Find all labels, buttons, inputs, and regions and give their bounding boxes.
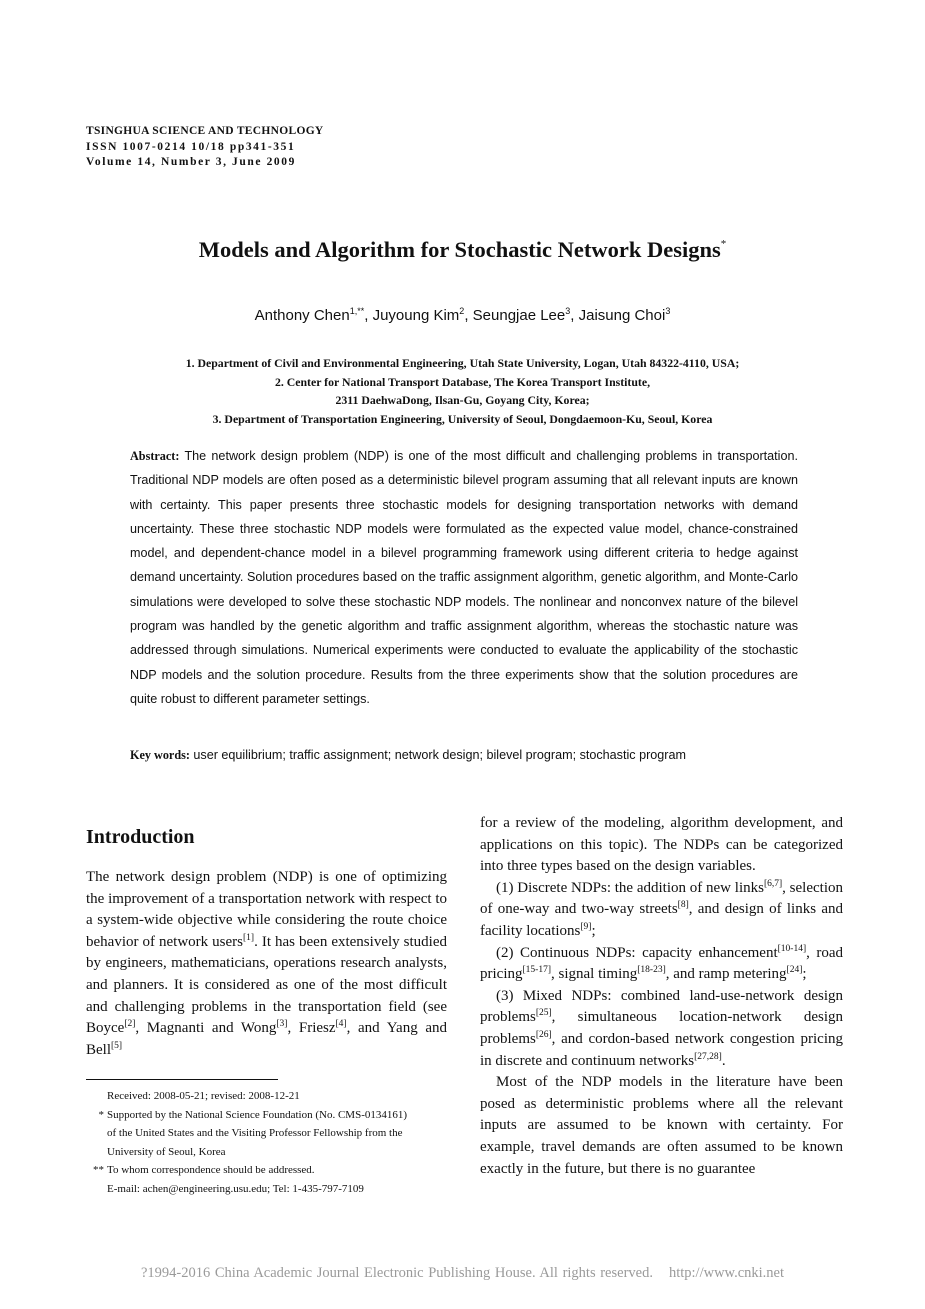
- citation: [9]: [580, 921, 592, 932]
- author-name: Juyoung Kim: [372, 307, 460, 324]
- footnote-email: E-mail: achen@engineering.usu.edu; Tel: 1-435-797-7109: [107, 1182, 364, 1195]
- author-name: Seungjae Lee: [472, 307, 566, 324]
- journal-header: [86, 124, 324, 171]
- keywords: [130, 745, 798, 765]
- left-column: [86, 822, 447, 1061]
- paragraph-text: The network design problem (NDP) is one of optimizing the improvement of a transportation network with respect to a system-wide objective while considering the route choice behavior of network users: [86, 869, 447, 950]
- citation: [26]: [535, 1029, 552, 1040]
- citation: [2]: [124, 1019, 136, 1030]
- copyright-footer: [0, 1265, 925, 1282]
- author-list: [0, 306, 925, 324]
- paper-title-text: Models and Algorithm for Stochastic Network Designs: [198, 237, 721, 262]
- author-affiliation-mark: 2: [459, 306, 465, 316]
- paper-title: [0, 237, 925, 263]
- affiliation-line: 1. Department of Civil and Environmental Engineering, Utah State University, Logan, Utah 84322-4110, USA;: [185, 356, 740, 370]
- footnote-correspondence: [86, 1161, 456, 1180]
- paragraph-text: (2) Continuous NDPs: capacity enhancement: [496, 944, 778, 961]
- footnote-support: [86, 1106, 456, 1125]
- affiliations: [0, 354, 925, 428]
- journal-name: TSINGHUA SCIENCE AND TECHNOLOGY: [86, 125, 324, 137]
- keywords-text: user equilibrium; traffic assignment; network design; bilevel program; stochastic program: [193, 748, 686, 762]
- paragraph-text: , and Yang and Bell: [86, 1020, 447, 1058]
- discrete-ndp-paragraph: [480, 878, 843, 943]
- footnotes: [86, 1087, 456, 1198]
- citation: [18-23]: [637, 965, 666, 976]
- paragraph-text: ;: [802, 966, 807, 983]
- citation: [10-14]: [777, 943, 807, 954]
- paragraph-text: , and cordon-based network congestion pricing in discrete and continuum networks: [480, 1030, 843, 1069]
- paragraph-text: , Friesz: [287, 1020, 336, 1037]
- footnote-mark: *: [98, 1108, 104, 1121]
- author-separator: ,: [464, 307, 473, 324]
- deterministic-paragraph: Most of the NDP models in the literature have been posed as deterministic problems where all the relevant inputs are assumed to be known with certainty. For example, travel demands are often assumed to be known exactly in the future, but there is no guarantee: [480, 1074, 843, 1177]
- paragraph-text: (1) Discrete NDPs: the addition of new links: [496, 879, 764, 896]
- abstract: [130, 444, 798, 711]
- intro-continued-paragraph: for a review of the modeling, algorithm development, and applications on this topic). The NDPs can be categorized into three types based on the design variables.: [480, 815, 843, 875]
- copyright-text: ?1994-2016 China Academic Journal Electronic Publishing House. All rights reserved.: [140, 1265, 653, 1281]
- abstract-label: Abstract:: [130, 449, 180, 463]
- footnote-text: To whom correspondence should be addressed.: [107, 1164, 315, 1176]
- author-affiliation-mark: 1,**: [349, 306, 365, 316]
- footnote-text: Supported by the National Science Foundation (No. CMS-0134161): [107, 1108, 408, 1121]
- paragraph-text: . It has been extensively studied by engineers, mathematicians, operations research analysts, and planners. It is considered as one of the most difficult and challenging problems in the transportation field (see Boyce: [86, 933, 447, 1037]
- author-separator: ,: [570, 307, 579, 324]
- citation: [4]: [335, 1019, 347, 1030]
- paragraph-text: , signal timing: [551, 966, 638, 983]
- affiliation-line: 2. Center for National Transport Database, The Korea Transport Institute,: [274, 374, 651, 389]
- author-name: Jaisung Choi: [578, 307, 666, 324]
- author-separator: ,: [364, 307, 373, 324]
- citation: [27,28]: [694, 1051, 722, 1062]
- footnote-received: Received: 2008-05-21; revised: 2008-12-21: [107, 1090, 300, 1102]
- citation: [3]: [276, 1019, 288, 1030]
- journal-issn: ISSN 1007-0214 10/18 pp341-351: [86, 140, 296, 153]
- footnote-text: of the United States and the Visiting Professor Fellowship from the: [107, 1127, 403, 1139]
- author-affiliation-mark: 3: [665, 306, 671, 316]
- paragraph-text: (3) Mixed NDPs: combined land-use-network design problems: [480, 987, 843, 1026]
- paragraph-text: ;: [591, 922, 596, 939]
- affiliation-line: 2311 DaehwaDong, Ilsan-Gu, Goyang City, Korea;: [335, 393, 590, 407]
- citation: [24]: [786, 965, 803, 976]
- title-footnote-mark: *: [720, 237, 727, 250]
- right-column: [480, 813, 843, 1180]
- citation: [8]: [677, 900, 689, 911]
- paragraph-text: , and ramp metering: [665, 966, 787, 983]
- citation: [1]: [242, 932, 255, 943]
- citation: [25]: [535, 1008, 552, 1019]
- paragraph-text: , simultaneous location-network design problems: [480, 1009, 843, 1047]
- section-heading-introduction: Introduction: [86, 826, 195, 848]
- paragraph-text: , road pricing: [480, 944, 843, 983]
- author-affiliation-mark: 3: [565, 306, 571, 316]
- cnki-link[interactable]: http://www.cnki.net: [668, 1265, 784, 1281]
- abstract-text: The network design problem (NDP) is one of the most difficult and challenging problems in transportation. Traditional NDP models are often posed as a deterministic bilevel program assuming that all relevant inputs are known with certainty. This paper presents three stochastic models for designing transportation networks with demand uncertainty. These three stochastic NDP models were formulated as the expected value model, chance-constrained model, and dependent-chance model in a bilevel programming framework using different criteria to hedge against demand uncertainty. Solution procedures based on the traffic assignment algorithm, genetic algorithm, and Monte-Carlo simulations were developed to solve these stochastic NDP models. The nonlinear and nonconvex nature of the bilevel program was handled by the genetic algorithm and traffic assignment algorithm, whereas the stochastic nature was addressed through simulations. Numerical experiments were conducted to evaluate the applicability of the stochastic NDP models and the solution procedure. Results from the three experiments show that the solution procedures are quite robust to different parameter settings.: [130, 449, 798, 706]
- keywords-label: Key words:: [130, 748, 190, 762]
- footnote-text: University of Seoul, Korea: [107, 1145, 226, 1158]
- paragraph-text: , Magnanti and Wong: [135, 1020, 277, 1037]
- affiliation-line: 3. Department of Transportation Engineering, University of Seoul, Dongdaemoon-Ku, Seoul, Korea: [212, 411, 713, 426]
- mixed-ndp-paragraph: [480, 986, 843, 1072]
- author-name: Anthony Chen: [254, 307, 350, 324]
- footnote-mark: **: [93, 1164, 104, 1176]
- citation: [5]: [111, 1040, 123, 1051]
- paragraph-text: , selection of one-way and two-way streets: [480, 879, 843, 918]
- continuous-ndp-paragraph: [480, 943, 843, 986]
- journal-volume: Volume 14, Number 3, June 2009: [86, 156, 296, 168]
- intro-paragraph: [86, 867, 447, 1061]
- paragraph-text: , and design of links and facility locations: [480, 901, 843, 939]
- footnote-divider: [86, 1079, 278, 1080]
- citation: [6,7]: [763, 878, 783, 889]
- citation: [15-17]: [522, 965, 551, 976]
- paragraph-text: .: [721, 1052, 726, 1069]
